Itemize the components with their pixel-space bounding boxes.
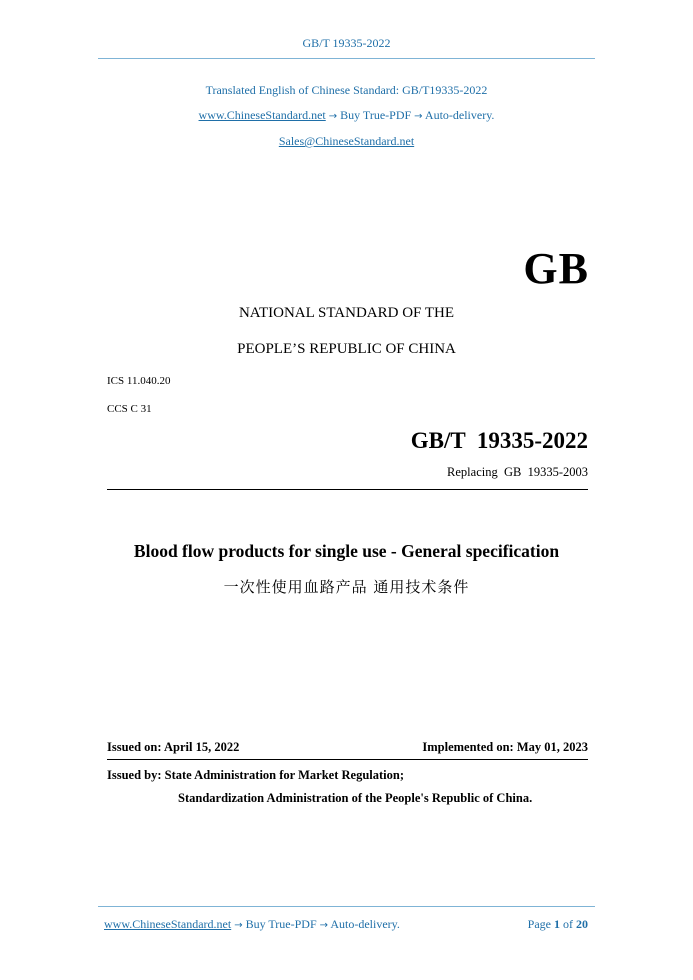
buy-text: Buy True-PDF xyxy=(337,108,415,122)
email-link[interactable]: Sales@ChineseStandard.net xyxy=(278,134,415,148)
translation-note: Translated English of Chinese Standard: GB/T19335-2022 xyxy=(205,83,488,97)
issued-date: Issued on: April 15, 2022 xyxy=(107,740,240,754)
page-label: Page xyxy=(527,917,551,931)
implemented-date: Implemented on: May 01, 2023 xyxy=(422,740,588,754)
standard-number: GB/T 19335-2022 xyxy=(410,428,588,453)
promo-line xyxy=(0,108,693,123)
page-current: 1 xyxy=(554,917,560,931)
auto-delivery-text: Auto-delivery. xyxy=(422,108,495,122)
header-divider xyxy=(98,58,595,59)
page-indicator xyxy=(528,917,588,932)
footer-auto-text: Auto-delivery. xyxy=(328,917,400,931)
document-title-en: Blood flow products for single use - General specification xyxy=(133,541,560,561)
issuer-line2: Standardization Administration of the People's Republic of China. xyxy=(178,791,533,805)
replacing-standard: Replacing GB 19335-2003 xyxy=(447,465,588,479)
title-divider xyxy=(107,489,588,490)
footer-site-link[interactable]: www.ChineseStandard.net xyxy=(104,917,232,931)
footer-divider xyxy=(98,906,595,907)
document-title-cn: 一次性使用血路产品 通用技术条件 xyxy=(223,578,470,596)
footer-buy-text: Buy True-PDF xyxy=(242,917,320,931)
ics-code: ICS 11.040.20 xyxy=(107,375,171,387)
issuer-line1: Issued by: State Administration for Market Regulation; xyxy=(107,768,404,782)
arrow-icon: → xyxy=(234,920,243,931)
national-standard-line1: NATIONAL STANDARD OF THE xyxy=(238,305,455,321)
national-standard-line2: PEOPLE’S REPUBLIC OF CHINA xyxy=(237,341,456,357)
dates-divider xyxy=(107,759,588,760)
gb-logo: GB xyxy=(523,244,589,293)
page-of: of xyxy=(563,917,573,931)
page-total: 20 xyxy=(576,917,588,931)
email-line xyxy=(0,134,693,149)
running-header: GB/T 19335-2022 xyxy=(302,36,391,50)
footer xyxy=(104,917,588,932)
arrow-icon: → xyxy=(414,111,423,122)
arrow-icon: → xyxy=(328,111,338,122)
site-link[interactable]: www.ChineseStandard.net xyxy=(198,108,326,122)
ccs-code: CCS C 31 xyxy=(107,403,152,415)
arrow-icon: → xyxy=(319,920,329,931)
